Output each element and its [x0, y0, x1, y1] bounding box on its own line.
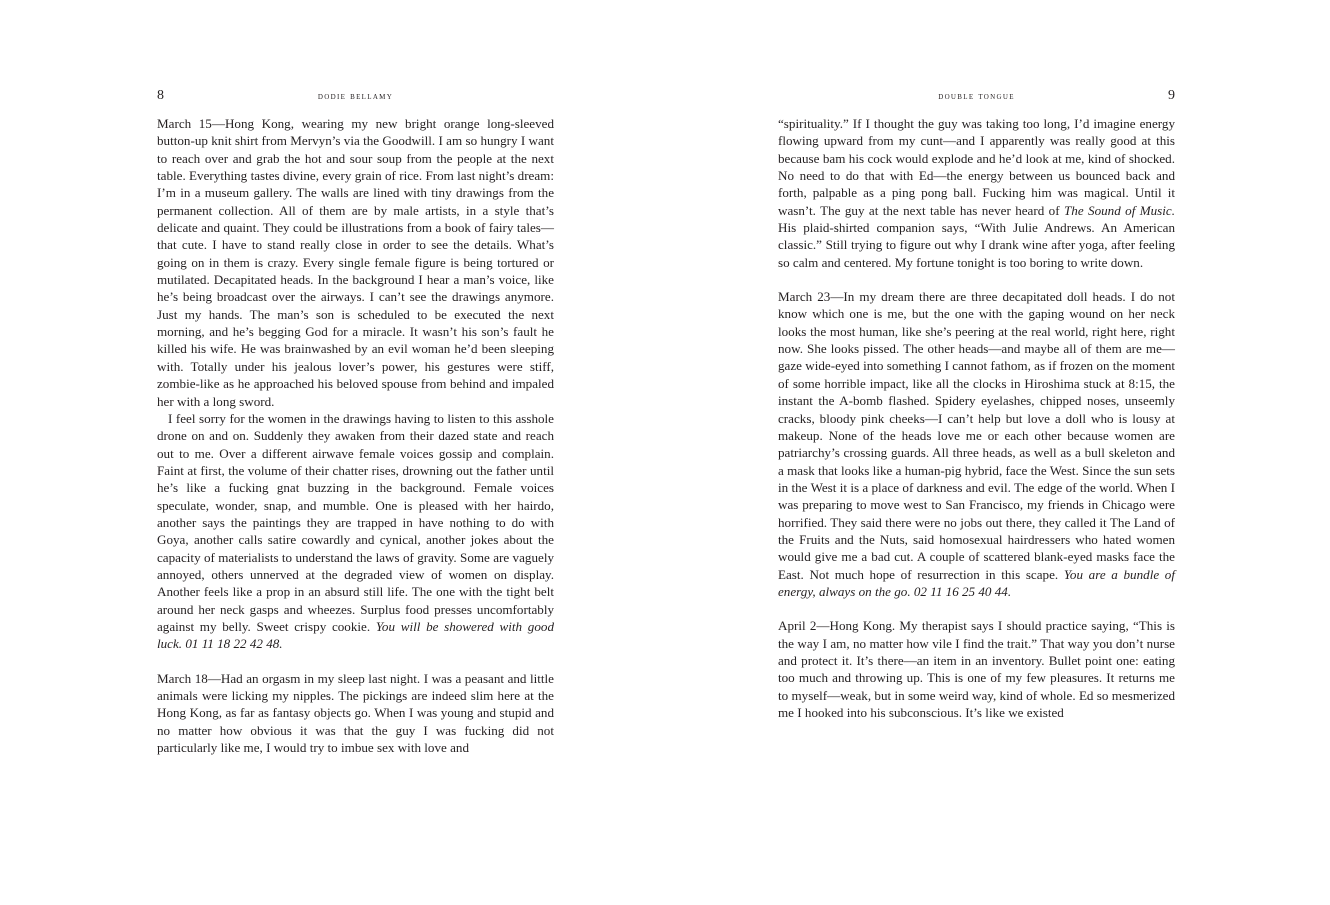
right-paragraph-march-23-text: March 23—In my dream there are three decapitated doll heads. I do not know which one is me, but the one with the gaping wound on her neck looks the most human, like she’s peering at the real world, right here, right now. She looks pissed. The other heads—and maybe all of them are me—gaze wide-eyed into something I cannot fathom, as if frozen on the moment of some horrible impact, like all the clocks in Hiroshima stuck at 8:15, the instant the A-bomb flashed. Spidery eyelashes, chipped noses, unseemly cracks, bloody pink cheeks—I can’t help but love a doll who is lousy at makeup. None of the heads love me or each other because women are patriarchy’s crossing guards. All three heads, as well as a bull skeleton and a mask that looks like a human-pig hybrid, face the West. Since the sun sets in the West it is a place of darkness and evil. The edge of the world. When I was preparing to move west to San Francisco, my friends in Chicago were horrified. They said there were no jobs out there, they called it The Land of the Fruits and the Nuts, said homosexual hairdressers who hated women would give me a bad cut. A couple of scattered blank-eyed masks face the East. Not much hope of resurrection in this scape. — [778, 289, 1175, 582]
left-running-head — [157, 88, 554, 106]
left-paragraph-feel-sorry-text: I feel sorry for the women in the drawings having to listen to this asshole drone on and on. Suddenly they awaken from their dazed state and reach out to me. Over a different airwave female voices gossip and complain. Faint at first, the volume of their chatter rises, drowning out the father until he’s like a fucking gnat buzzing in the background. Female voices speculate, wonder, snap, and mumble. One is pleased with her hairdo, another says the paintings they are trapped in have nothing to do with Goya, another calls satire cowardly and cynical, another jokes about the capacity of materialists to understand the laws of gravity. Some are vaguely annoyed, others unnerved at the degraded view of women on display. Another feels like a prop in an absurd still life. The one with the tight belt around her neck gasps and wheezes. Surplus food presses uncomfortably against my belly. Sweet crispy cookie. — [157, 410, 554, 634]
right-paragraph-spirituality — [778, 115, 1175, 271]
left-paragraph-march-15: March 15—Hong Kong, wearing my new bright orange long-sleeved button-up knit shirt from Mervyn’s via the Goodwill. I am so hungry I want to reach over and grab the hot and sour soup from the people at the next table. Everything tastes divine, every grain of rice. From last night’s dream: I’m in a museum gallery. The walls are lined with tiny drawings from the permanent collection. All of them are by male artists, in a style that’s delicate and quaint. They could be illustrations from a book of fairy tales—that cute. I have to stand really close in order to see the details. What’s going on in them is crazy. Every single female figure is being tortured or mutilated. Decapitated heads. In the background I hear a man’s voice, like he’s being broadcast over the airways. I can’t see the drawings anymore. Just my hands. The man’s son is scheduled to be executed the next morning, and he’s begging God for a miracle. It wasn’t his son’s fault he killed his wife. He was brainwashed by an evil woman he’d been sleeping with. Totally under his jealous lover’s power, his gestures were stiff, zombie-like as he approached his beloved spouse from behind and impaled her with a long sword. — [157, 116, 554, 409]
left-body-text — [157, 115, 554, 756]
right-paragraph-spirituality-a: “spirituality.” If I thought the guy was taking too long, I’d imagine energy flowing upward from my cunt—and I apparently was really good at this because bam his cock would explode and he’d look at me, kind of shocked. No need to do that with Ed—the energy between us bounced back and forth, palpable as a ping pong ball. Fucking him was magical. Until it wasn’t. The guy at the next table has never heard of — [778, 116, 1175, 218]
right-running-head — [778, 88, 1175, 106]
right-page-number: 9 — [1168, 88, 1175, 103]
left-fortune: You will be showered with good luck. 01 11 18 22 42 48. — [157, 618, 554, 652]
right-running-title: double tongue — [938, 91, 1015, 102]
right-title-sound-of-music: The Sound of Music. — [1063, 202, 1175, 218]
right-paragraph-spirituality-b: His plaid-shirted companion says, “With Julie Andrews. An American classic.” Still trying to figure out why I drank wine after yoga, after feeling so calm and centered. My fortune tonight is too boring to write down. — [778, 220, 1175, 270]
left-running-title: dodie bellamy — [317, 91, 394, 102]
right-page — [778, 88, 1175, 721]
right-fortune: You are a bundle of energy, always on the go. 02 11 16 25 40 44. — [778, 566, 1175, 599]
left-page-number: 8 — [157, 88, 164, 103]
right-paragraph-march-23 — [778, 288, 1175, 600]
left-paragraph-march-18: March 18—Had an orgasm in my sleep last night. I was a peasant and little animals were licking my nipples. The pickings are indeed slim here at the Hong Kong, as far as fantasy objects go. When I was young and stupid and no matter how obvious it was that the guy I was fucking did not particularly like me, I would try to imbue sex with love and — [157, 670, 554, 756]
left-paragraph-feel-sorry — [157, 410, 554, 653]
right-body-text — [778, 115, 1175, 721]
left-page — [157, 88, 554, 756]
right-paragraph-april-2: April 2—Hong Kong. My therapist says I should practice saying, “This is the way I am, no matter how vile I find the trait.” That way you don’t nurse and protect it. It’s there—an item in an inventory. Bullet point one: eating too much and throwing up. This is one of my few pleasures. It returns me to myself—weak, but in some weird way, kind of whole. Ed so mesmerized me I hooked into his subconscious. It’s like we existed — [778, 618, 1175, 720]
